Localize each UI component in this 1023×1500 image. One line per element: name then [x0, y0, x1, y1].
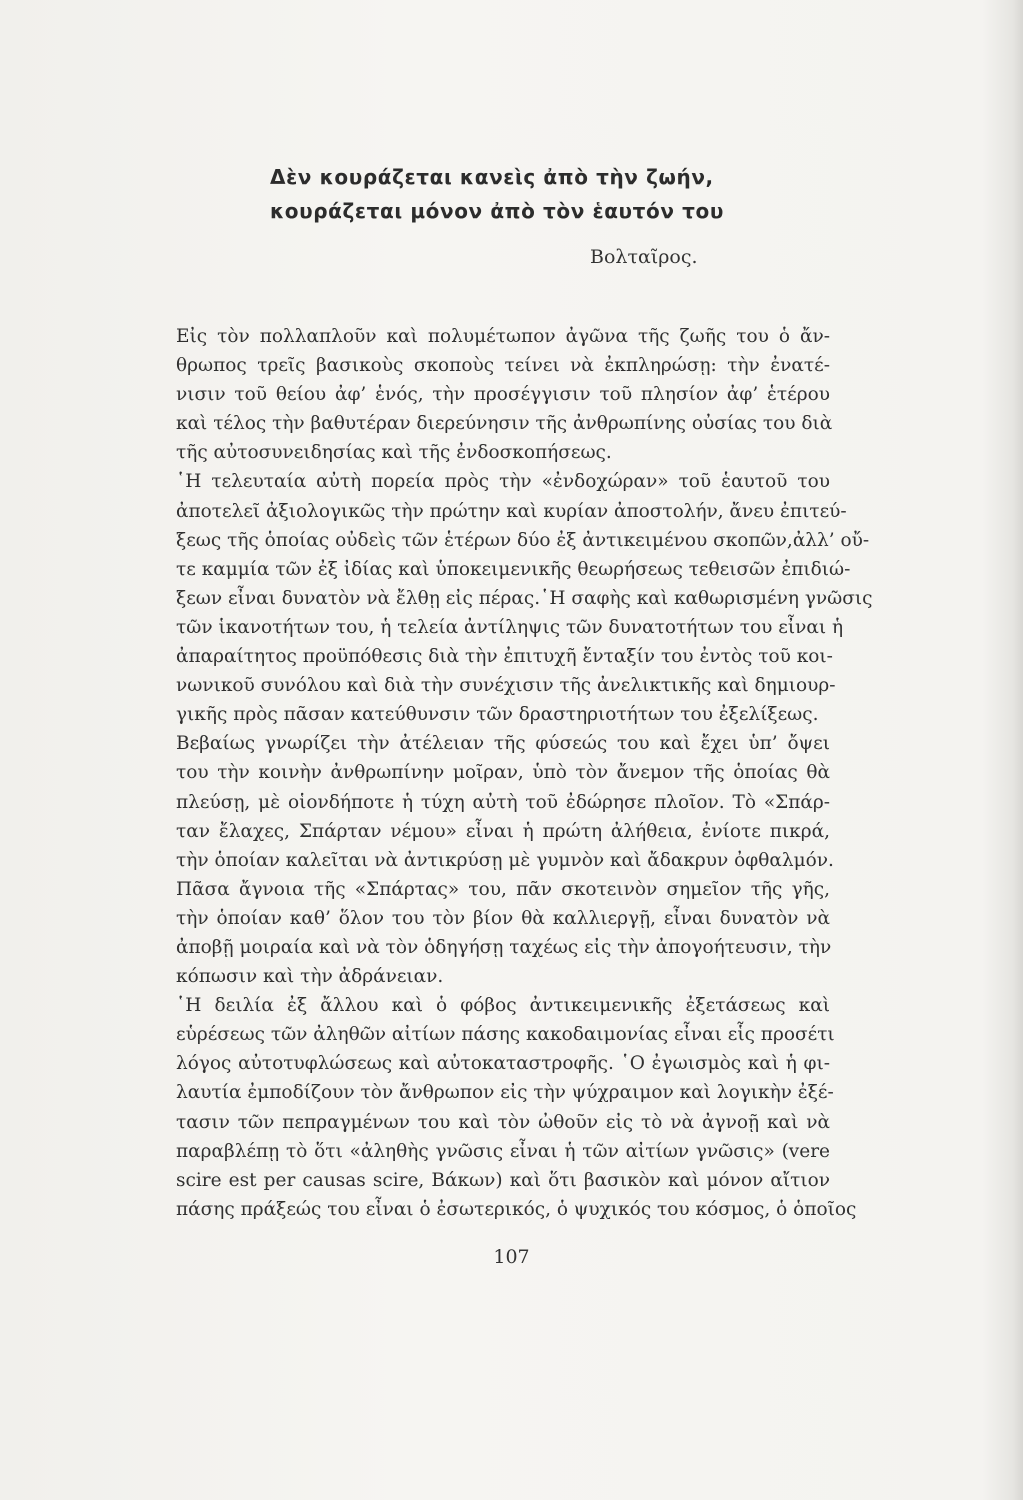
- text-line: κόπωσιν καὶ τὴν ἀδράνειαν.: [176, 966, 444, 988]
- text-line: ῾Η τελευταία αὐτὴ πορεία πρὸς τὴν «ἐνδοχώραν» τοῦ ἑαυτοῦ του: [176, 471, 830, 493]
- text-line: θρωπος τρεῖς βασικοὺς σκοποὺς τείνει νὰ ἐκπληρώσῃ: τὴν ἐνατέ-: [176, 355, 830, 377]
- epigraph-attribution: Βολταῖρος.: [590, 246, 698, 268]
- text-line: παραβλέπῃ τὸ ὅτι «ἀληθὴς γνῶσις εἶναι ἡ τῶν αἰτίων γνῶσις» (vere: [176, 1140, 830, 1162]
- text-line: τῆς αὐτοσυνειδησίας καὶ τῆς ἐνδοσκοπήσεως.: [176, 442, 612, 464]
- text-line: ἀποβῇ μοιραία καὶ νὰ τὸν ὁδηγήσῃ ταχέως εἰς τὴν ἀπογοήτευσιν, τὴν: [176, 936, 832, 958]
- text-line: νωνικοῦ συνόλου καὶ διὰ τὴν συνέχισιν τῆς ἀνελικτικῆς καὶ δημιουρ-: [176, 675, 836, 697]
- text-line: ἀποτελεῖ ἀξιολογικῶς τὴν πρώτην καὶ κυρίαν ἀποστολήν, ἄνευ ἐπιτεύ-: [176, 500, 847, 522]
- text-line: εὑρέσεως τῶν ἀληθῶν αἰτίων πάσης κακοδαιμονίας εἶναι εἷς προσέτι: [176, 1024, 835, 1046]
- text-line: Βεβαίως γνωρίζει τὴν ἀτέλειαν τῆς φύσεώς του καὶ ἔχει ὑπ’ ὄψει: [176, 733, 830, 755]
- text-line: ταν ἔλαχες, Σπάρταν νέμου» εἶναι ἡ πρώτη ἀλήθεια, ἐνίοτε πικρά,: [176, 820, 830, 842]
- text-line: γικῆς πρὸς πᾶσαν κατεύθυνσιν τῶν δραστηριοτήτων του ἐξελίξεως.: [176, 704, 819, 726]
- epigraph: [270, 160, 830, 228]
- epigraph-line-1: Δὲν κουράζεται κανεὶς ἀπὸ τὴν ζωήν,: [270, 165, 714, 189]
- text-line: πλεύσῃ, μὲ οἱονδήποτε ἡ τύχη αὐτὴ τοῦ ἐδώρησε πλοῖον. Τὸ «Σπάρ-: [176, 791, 830, 813]
- epigraph-line-2: κουράζεται μόνον ἀπὸ τὸν ἑαυτόν του: [270, 199, 724, 223]
- text-line: Εἰς τὸν πολλαπλοῦν καὶ πολυμέτωπον ἀγῶνα τῆς ζωῆς του ὁ ἄν-: [176, 326, 830, 347]
- text-line: καὶ τέλος τὴν βαθυτέραν διερεύνησιν τῆς ἀνθρωπίνης οὐσίας του διὰ: [176, 413, 833, 435]
- text-line: ξεως τῆς ὁποίας οὐδεὶς τῶν ἑτέρων δύο ἐξ ἀντικειμένου σκοπῶν,ἀλλ’ οὔ-: [176, 529, 870, 551]
- text-line: ἀπαραίτητος προϋπόθεσις διὰ τὴν ἐπιτυχῆ ἔνταξίν του ἐντὸς τοῦ κοι-: [176, 646, 833, 668]
- body-text: [176, 322, 873, 1224]
- text-line: τῶν ἱκανοτήτων του, ἡ τελεία ἀντίληψις τῶν δυνατοτήτων του εἶναι ἡ: [176, 616, 844, 638]
- text-line: Πᾶσα ἄγνοια τῆς «Σπάρτας» του, πᾶν σκοτεινὸν σημεῖον τῆς γῆς,: [176, 878, 830, 900]
- text-line: νισιν τοῦ θείου ἀφ’ ἑνός, τὴν προσέγγισιν τοῦ πλησίον ἀφ’ ἑτέρου: [176, 384, 830, 406]
- text-line: του τὴν κοινὴν ἀνθρωπίνην μοῖραν, ὑπὸ τὸν ἄνεμον τῆς ὁποίας θὰ: [176, 762, 830, 784]
- text-line: τε καμμία τῶν ἐξ ἰδίας καὶ ὑποκειμενικῆς θεωρήσεως τεθεισῶν ἐπιδιώ-: [176, 558, 851, 580]
- text-line: τασιν τῶν πεπραγμένων του καὶ τὸν ὠθοῦν εἰς τὸ νὰ ἀγνοῇ καὶ νὰ: [176, 1111, 830, 1133]
- text-line: λαυτία ἐμποδίζουν τὸν ἄνθρωπον εἰς τὴν ψύχραιμον καὶ λογικὴν ἐξέ-: [176, 1082, 834, 1104]
- text-line: ξεων εἶναι δυνατὸν νὰ ἔλθῃ εἰς πέρας.῾Η σαφὴς καὶ καθωρισμένη γνῶσις: [176, 587, 873, 609]
- text-line: τὴν ὁποίαν καθ’ ὅλον του τὸν βίον θὰ καλλιεργῇ, εἶναι δυνατὸν νὰ: [176, 907, 830, 929]
- text-line: ῾Η δειλία ἐξ ἄλλου καὶ ὁ φόβος ἀντικειμενικῆς ἐξετάσεως καὶ: [176, 995, 830, 1017]
- text-line: πάσης πράξεώς του εἶναι ὁ ἐσωτερικός, ὁ ψυχικός του κόσμος, ὁ ὁποῖος: [176, 1198, 857, 1220]
- text-line: λόγος αὐτοτυφλώσεως καὶ αὐτοκαταστροφῆς. ῾Ο ἐγωισμὸς καὶ ἡ φι-: [176, 1053, 830, 1075]
- text-line: τὴν ὁποίαν καλεῖται νὰ ἀντικρύσῃ μὲ γυμνὸν καὶ ἄδακρυν ὀφθαλμόν.: [176, 849, 834, 871]
- text-line: scire est per causas scire, Βάκων) καὶ ὅτι βασικὸν καὶ μόνον αἴτιον: [176, 1169, 830, 1191]
- page-number: 107: [493, 1246, 530, 1268]
